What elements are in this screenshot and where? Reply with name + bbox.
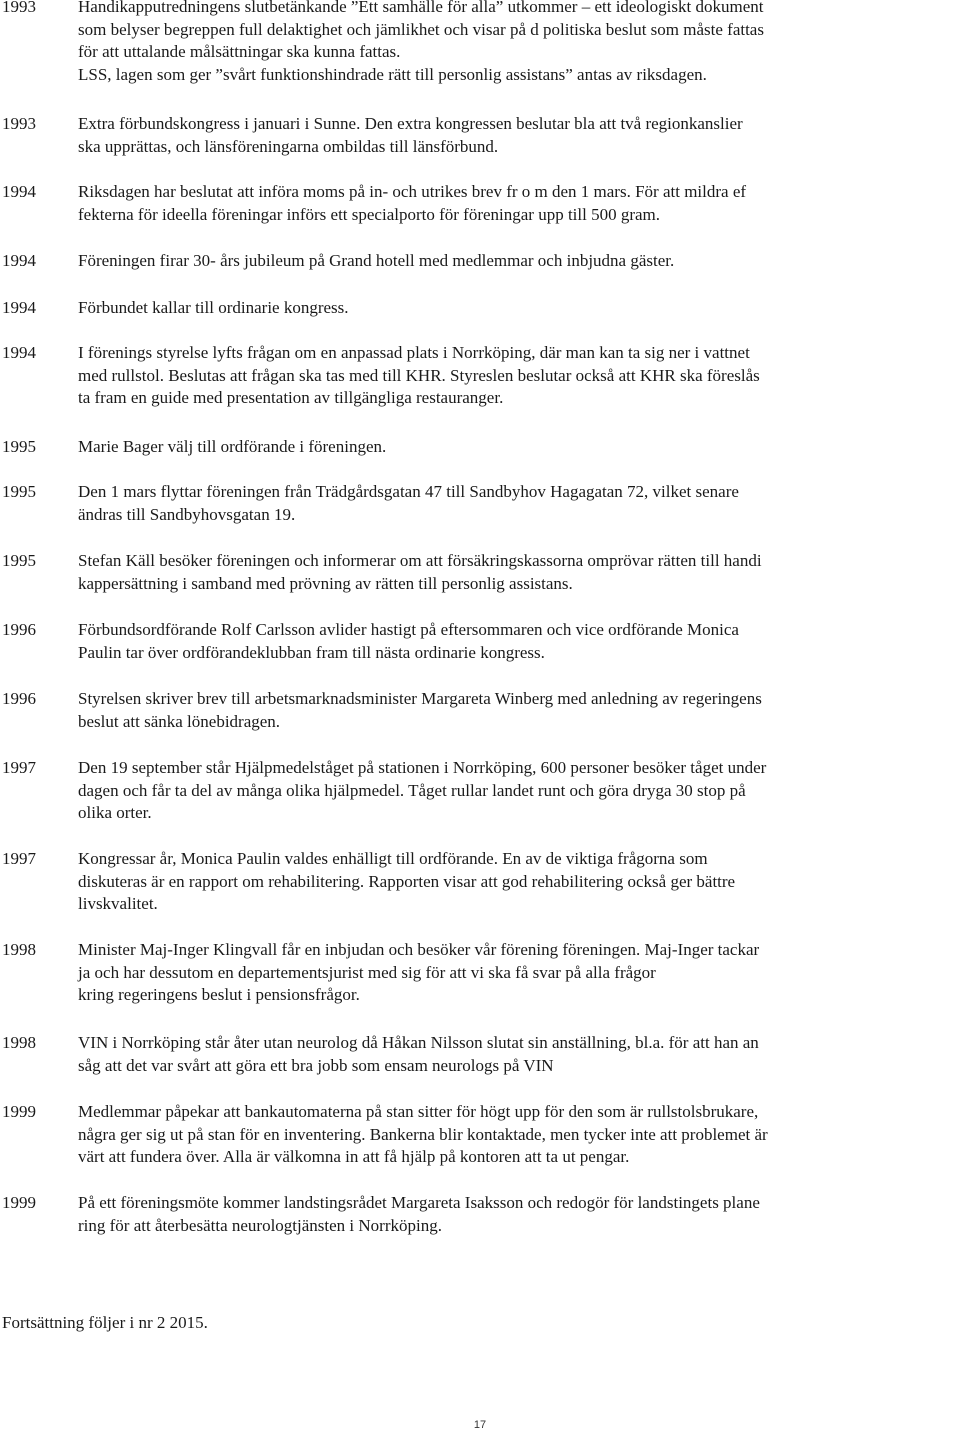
entry-text bbox=[78, 113, 960, 158]
entry-text bbox=[78, 688, 960, 733]
entry-text-line: med rullstol. Beslutas att frågan ska tas med till KHR. Styreslen beslutar också att KHR ska föreslås bbox=[78, 365, 760, 385]
entry-text-line: Den 19 september står Hjälpmedelståget på stationen i Norrköping, 600 personer besöker tåget under bbox=[78, 758, 767, 777]
entry-text-line: På ett föreningsmöte kommer landstingsrådet Margareta Isaksson och redogör för landstingets plane bbox=[78, 1193, 760, 1212]
entry-text bbox=[78, 939, 960, 1007]
entry-year: 1999 bbox=[2, 1102, 36, 1121]
entry-text-line: ska upprättas, och länsföreningarna ombildas till länsförbund. bbox=[78, 136, 499, 156]
entry-text bbox=[78, 181, 960, 226]
entry-text-line: som belyser begreppen full delaktighet och jämlikhet och visar på d politiska beslut som måste fattas bbox=[78, 19, 764, 39]
entry-text-line: beslut att sänka lönebidragen. bbox=[78, 711, 281, 731]
entry-text bbox=[78, 1101, 960, 1169]
entry-text-line: värt att fundera över. Alla är välkomna in att få hjälp på kontoren att ta ut pengar. bbox=[78, 1147, 630, 1166]
entry-text bbox=[78, 550, 960, 595]
entry-text bbox=[78, 757, 960, 825]
entry-text-line: Medlemmar påpekar att bankautomaterna på stan sitter för högt upp för den som är rullstolsbrukare, bbox=[78, 1102, 759, 1121]
entry-text-line: Stefan Käll besöker föreningen och informerar om att försäkringskassorna omprövar rätten till handi bbox=[78, 551, 762, 570]
entry-text-line: Föreningen firar 30- års jubileum på Grand hotell med medlemmar och inbjudna gäster. bbox=[78, 251, 675, 270]
entry-year: 1996 bbox=[2, 620, 36, 639]
entry-text-line: för att uttalande målsättningar ska kunna fattas. bbox=[78, 42, 401, 61]
entry-year: 1998 bbox=[2, 1033, 36, 1052]
entry-year: 1997 bbox=[2, 758, 36, 777]
entry-text bbox=[78, 481, 960, 526]
entry-year: 1998 bbox=[2, 940, 36, 959]
entry-year: 1993 bbox=[2, 0, 36, 16]
entry-text-line: LSS, lagen som ger ”svårt funktionshindrade rätt till personlig assistans” antas av riksdagen. bbox=[78, 64, 707, 84]
entry-text-line: ta fram en guide med presentation av tillgängliga restauranger. bbox=[78, 388, 504, 407]
entry-text-line: ring för att återbesätta neurologtjänsten i Norrköping. bbox=[78, 1215, 442, 1235]
entry-text-line: ja och har dessutom en departementsjurist med sig för att vi ska få svar på alla frågor bbox=[78, 962, 656, 982]
entry-year: 1993 bbox=[2, 114, 36, 133]
entry-text-line: Förbundsordförande Rolf Carlsson avlider hastigt på eftersommaren och vice ordförande Monica bbox=[78, 620, 739, 639]
entry-text-line: Den 1 mars flyttar föreningen från Trädgårdsgatan 47 till Sandbyhov Hagagatan 72, vilket senare bbox=[78, 482, 739, 501]
entry-text-line: Marie Bager välj till ordförande i föreningen. bbox=[78, 437, 387, 456]
entry-year: 1994 bbox=[2, 298, 36, 317]
entry-year: 1997 bbox=[2, 849, 36, 868]
entry-text-line: Styrelsen skriver brev till arbetsmarknadsminister Margareta Winberg med anledning av regeringens bbox=[78, 689, 762, 708]
entry-text bbox=[78, 0, 960, 86]
entry-text-line: VIN i Norrköping står åter utan neurolog då Håkan Nilsson slutat sin anställning, bl.a. för att han an bbox=[78, 1033, 759, 1052]
entry-year: 1995 bbox=[2, 551, 36, 570]
entry-text-line: Minister Maj-Inger Klingvall får en inbjudan och besöker vår förening föreningen. Maj-Inger tackar bbox=[78, 940, 760, 959]
entry-text-line: kappersättning i samband med prövning av rätten till personlig assistans. bbox=[78, 573, 573, 593]
entry-year: 1994 bbox=[2, 182, 36, 201]
entry-text bbox=[78, 436, 960, 459]
entry-text-line: fekterna för ideella föreningar införs ett specialporto för föreningar upp till 500 gram. bbox=[78, 204, 661, 224]
entry-text-line: livskvalitet. bbox=[78, 894, 158, 913]
entry-text-line: dagen och får ta del av många olika hjälpmedel. Tåget rullar landet runt och göra dryga 30 stop på bbox=[78, 780, 746, 800]
entry-year: 1995 bbox=[2, 482, 36, 501]
entry-text-line: Paulin tar över ordförandeklubban fram till nästa ordinarie kongress. bbox=[78, 642, 545, 662]
continuation-note: Fortsättning följer i nr 2 2015. bbox=[2, 1313, 208, 1332]
entry-year: 1994 bbox=[2, 343, 36, 362]
entry-year: 1999 bbox=[2, 1193, 36, 1212]
entry-text-line: såg att det var svårt att göra ett bra jobb som ensam neurologs på VIN bbox=[78, 1055, 554, 1075]
page-number: 17 bbox=[473, 1419, 487, 1431]
entry-text-line: diskuteras är en rapport om rehabilitering. Rapporten visar att god rehabilitering också ger bättre bbox=[78, 871, 736, 891]
entry-text bbox=[78, 250, 960, 273]
entry-text bbox=[78, 342, 960, 410]
entry-year: 1996 bbox=[2, 689, 36, 708]
entry-text bbox=[78, 1032, 960, 1077]
entry-year: 1994 bbox=[2, 251, 36, 270]
entry-text-line: Riksdagen har beslutat att införa moms på in- och utrikes brev fr o m den 1 mars. För att mildra ef bbox=[78, 182, 747, 201]
entry-text-line: olika orter. bbox=[78, 803, 152, 822]
entry-text-line: Förbundet kallar till ordinarie kongress. bbox=[78, 298, 349, 317]
entry-text bbox=[78, 1192, 960, 1237]
entry-text-line: Kongressar år, Monica Paulin valdes enhälligt till ordförande. En av de viktiga frågorna som bbox=[78, 849, 708, 868]
entry-text-line: ändras till Sandbyhovsgatan 19. bbox=[78, 504, 296, 524]
entry-text-line: I förenings styrelse lyfts frågan om en anpassad plats i Norrköping, där man kan ta sig ner i vattnet bbox=[78, 343, 750, 362]
entry-text-line: några ger sig ut på stan för en inventering. Bankerna blir kontaktade, men tycker inte att problemet är bbox=[78, 1124, 768, 1144]
entry-text-line: Extra förbundskongress i januari i Sunne. Den extra kongressen beslutar bla att två regionkanslier bbox=[78, 114, 743, 133]
entry-text bbox=[78, 619, 960, 664]
entry-text-line: Handikapputredningens slutbetänkande ”Ett samhälle för alla” utkommer – ett ideologiskt dokument bbox=[78, 0, 764, 16]
entry-year: 1995 bbox=[2, 437, 36, 456]
entry-text-line: kring regeringens beslut i pensionsfrågor. bbox=[78, 985, 360, 1004]
entry-text bbox=[78, 297, 960, 320]
entry-text bbox=[78, 848, 960, 916]
